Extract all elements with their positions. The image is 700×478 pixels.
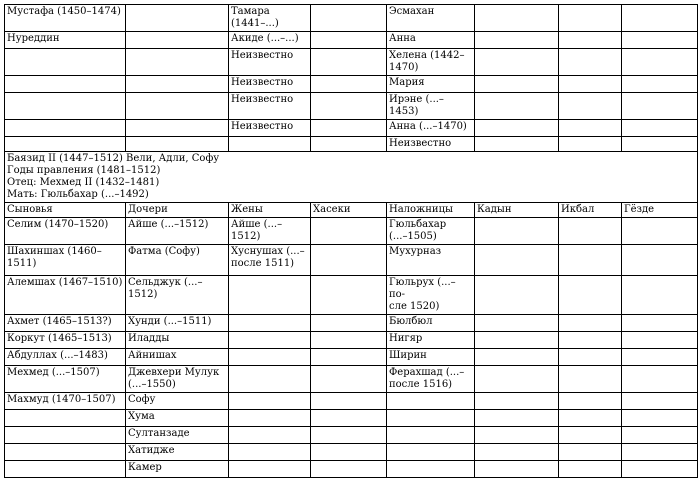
table-cell: Нигяр xyxy=(387,332,475,349)
table-cell: Хатидже xyxy=(126,444,229,461)
table-cell xyxy=(559,410,622,427)
table-cell: Айше (...– 1512) xyxy=(229,218,311,245)
table-cell xyxy=(559,332,622,349)
table-cell xyxy=(229,410,311,427)
table-cell xyxy=(311,218,387,245)
table-cell xyxy=(5,410,126,427)
table-cell: Хума xyxy=(126,410,229,427)
table-cell xyxy=(229,393,311,410)
table-cell xyxy=(5,76,126,93)
table-cell: Мария xyxy=(387,76,475,93)
table-cell xyxy=(311,393,387,410)
table-cell: Иладды xyxy=(126,332,229,349)
table-cell: Джевхери Мулук (...–1550) xyxy=(126,366,229,393)
table-cell xyxy=(475,49,559,76)
header-row xyxy=(5,203,698,218)
table-cell: Алемшах (1467–1510) xyxy=(5,276,126,315)
table-cell xyxy=(5,444,126,461)
table-cell xyxy=(622,410,698,427)
table-cell xyxy=(387,393,475,410)
table-cell xyxy=(622,315,698,332)
table-cell xyxy=(229,427,311,444)
table-cell: Гюльбахар (...–1505) xyxy=(387,218,475,245)
table-cell xyxy=(475,427,559,444)
table-row xyxy=(5,218,698,245)
table-cell xyxy=(622,218,698,245)
column-header: Сыновья xyxy=(5,203,126,218)
table-cell: Бюлбюл xyxy=(387,315,475,332)
table-cell xyxy=(126,120,229,137)
top-row xyxy=(5,49,698,76)
top-row xyxy=(5,76,698,93)
table-cell xyxy=(622,5,698,32)
table-cell: Ирэне (...–1453) xyxy=(387,93,475,120)
table-cell xyxy=(622,427,698,444)
table-cell xyxy=(475,332,559,349)
table-cell: Хуснушах (...– после 1511) xyxy=(229,245,311,276)
table-cell xyxy=(559,393,622,410)
table-cell xyxy=(622,137,698,152)
table-cell xyxy=(622,349,698,366)
table-cell xyxy=(311,32,387,49)
table-cell xyxy=(559,276,622,315)
table-cell xyxy=(475,276,559,315)
table-cell: Шахиншах (1460–1511) xyxy=(5,245,126,276)
table-cell: Нуреддин xyxy=(5,32,126,49)
table-cell: Ширин xyxy=(387,349,475,366)
table-row xyxy=(5,315,698,332)
table-cell xyxy=(559,137,622,152)
table-row xyxy=(5,444,698,461)
table-cell xyxy=(311,349,387,366)
table-cell: Ферахшад (...– после 1516) xyxy=(387,366,475,393)
table-cell xyxy=(126,32,229,49)
table-cell: Неизвестно xyxy=(229,76,311,93)
table-cell: Ахмет (1465–1513?) xyxy=(5,315,126,332)
table-cell: Селим (1470–1520) xyxy=(5,218,126,245)
table-cell xyxy=(387,461,475,478)
table-row xyxy=(5,393,698,410)
table-cell xyxy=(311,315,387,332)
table-cell: Тамара (1441–...) xyxy=(229,5,311,32)
column-header: Наложницы xyxy=(387,203,475,218)
table-cell xyxy=(5,461,126,478)
table-row xyxy=(5,461,698,478)
table-cell xyxy=(311,5,387,32)
table-cell xyxy=(5,427,126,444)
table-cell xyxy=(126,5,229,32)
table-cell xyxy=(5,93,126,120)
table-cell xyxy=(622,93,698,120)
table-cell xyxy=(622,393,698,410)
top-row xyxy=(5,137,698,152)
table-cell: Мустафа (1450–1474) xyxy=(5,5,126,32)
table-cell xyxy=(126,93,229,120)
table-cell xyxy=(5,49,126,76)
top-row xyxy=(5,5,698,32)
table-cell: Акиде (...–...) xyxy=(229,32,311,49)
table-cell xyxy=(229,276,311,315)
table-row xyxy=(5,349,698,366)
table-cell xyxy=(311,137,387,152)
table-body xyxy=(5,5,698,478)
table-cell xyxy=(387,444,475,461)
table-cell xyxy=(126,76,229,93)
table-cell xyxy=(475,245,559,276)
table-cell xyxy=(311,93,387,120)
table-row xyxy=(5,410,698,427)
column-header: Дочери xyxy=(126,203,229,218)
table-cell: Неизвестно xyxy=(229,49,311,76)
table-row xyxy=(5,245,698,276)
table-cell xyxy=(311,120,387,137)
table-cell xyxy=(311,76,387,93)
table-cell: Мухурназ xyxy=(387,245,475,276)
table-cell xyxy=(475,5,559,32)
table-cell: Хунди (...–1511) xyxy=(126,315,229,332)
table-row xyxy=(5,276,698,315)
table-cell xyxy=(475,410,559,427)
table-cell xyxy=(559,218,622,245)
table-cell: Эсмахан xyxy=(387,5,475,32)
table-cell xyxy=(229,349,311,366)
table-cell xyxy=(559,245,622,276)
table-cell xyxy=(475,393,559,410)
table-cell xyxy=(229,332,311,349)
table-cell xyxy=(311,366,387,393)
table-cell xyxy=(475,444,559,461)
table-cell xyxy=(229,461,311,478)
table-cell xyxy=(622,461,698,478)
table-cell xyxy=(559,349,622,366)
table-cell xyxy=(559,32,622,49)
table-cell xyxy=(475,93,559,120)
table-cell xyxy=(387,427,475,444)
table-cell xyxy=(311,444,387,461)
table-cell: Неизвестно xyxy=(229,120,311,137)
table-cell xyxy=(559,444,622,461)
table-cell: Султанзаде xyxy=(126,427,229,444)
table-cell xyxy=(311,276,387,315)
table-cell xyxy=(229,366,311,393)
column-header: Икбал xyxy=(559,203,622,218)
table-cell xyxy=(229,315,311,332)
table-cell xyxy=(475,349,559,366)
table-cell xyxy=(475,76,559,93)
table-cell xyxy=(311,49,387,76)
table-cell xyxy=(126,137,229,152)
table-cell xyxy=(311,410,387,427)
table-cell xyxy=(475,461,559,478)
table-cell xyxy=(559,5,622,32)
table-cell xyxy=(559,461,622,478)
table-cell xyxy=(5,120,126,137)
table-cell xyxy=(559,315,622,332)
table-cell xyxy=(559,427,622,444)
table-cell xyxy=(475,120,559,137)
table-cell: Неизвестно xyxy=(387,137,475,152)
table-cell: Мехмед (...–1507) xyxy=(5,366,126,393)
table-cell: Сельджук (...–1512) xyxy=(126,276,229,315)
table-cell xyxy=(622,444,698,461)
table-cell: Неизвестно xyxy=(229,93,311,120)
table-cell xyxy=(622,245,698,276)
table-row xyxy=(5,332,698,349)
column-header: Хасеки xyxy=(311,203,387,218)
table-cell xyxy=(387,410,475,427)
table-cell xyxy=(475,137,559,152)
table-cell: Айнишах xyxy=(126,349,229,366)
column-header: Гёзде xyxy=(622,203,698,218)
table-cell xyxy=(311,332,387,349)
table-cell xyxy=(5,137,126,152)
table-cell xyxy=(475,218,559,245)
table-cell: Хелена (1442– 1470) xyxy=(387,49,475,76)
bayezid-info-row xyxy=(5,152,698,203)
table-cell xyxy=(229,444,311,461)
table-cell xyxy=(559,49,622,76)
table-row xyxy=(5,427,698,444)
top-row xyxy=(5,120,698,137)
table-cell: Анна xyxy=(387,32,475,49)
column-header: Кадын xyxy=(475,203,559,218)
table-cell xyxy=(622,366,698,393)
table-cell xyxy=(622,332,698,349)
top-row xyxy=(5,32,698,49)
table-cell xyxy=(229,137,311,152)
table-cell xyxy=(559,76,622,93)
bayezid-reign: Годы правления (1481–1512) xyxy=(7,165,161,176)
table-cell: Коркут (1465–1513) xyxy=(5,332,126,349)
table-cell xyxy=(311,245,387,276)
table-cell xyxy=(559,93,622,120)
table-cell: Софу xyxy=(126,393,229,410)
table-cell: Фатма (Софу) xyxy=(126,245,229,276)
top-row xyxy=(5,93,698,120)
table-cell: Айше (...–1512) xyxy=(126,218,229,245)
table-cell xyxy=(475,366,559,393)
table-cell xyxy=(559,366,622,393)
bayezid-name: Баязид II (1447–1512) Вели, Адли, Софу xyxy=(7,153,220,164)
column-header: Жены xyxy=(229,203,311,218)
table-cell: Махмуд (1470–1507) xyxy=(5,393,126,410)
table-cell xyxy=(311,461,387,478)
table-cell xyxy=(622,32,698,49)
table-cell xyxy=(622,120,698,137)
table-row xyxy=(5,366,698,393)
genealogy-table xyxy=(4,4,698,478)
table-cell xyxy=(559,120,622,137)
table-cell: Анна (...–1470) xyxy=(387,120,475,137)
table-cell xyxy=(126,49,229,76)
bayezid-father: Отец: Мехмед II (1432–1481) xyxy=(7,177,160,188)
table-cell: Гюльрух (...– по- сле 1520) xyxy=(387,276,475,315)
table-cell: Абдуллах (...–1483) xyxy=(5,349,126,366)
bayezid-mother: Мать: Гюльбахар (...–1492) xyxy=(7,189,149,200)
bayezid-info xyxy=(5,152,698,203)
table-cell xyxy=(622,76,698,93)
table-cell xyxy=(475,315,559,332)
table-cell xyxy=(475,32,559,49)
table-cell: Камер xyxy=(126,461,229,478)
table-cell xyxy=(622,49,698,76)
table-cell xyxy=(622,276,698,315)
table-cell xyxy=(311,427,387,444)
